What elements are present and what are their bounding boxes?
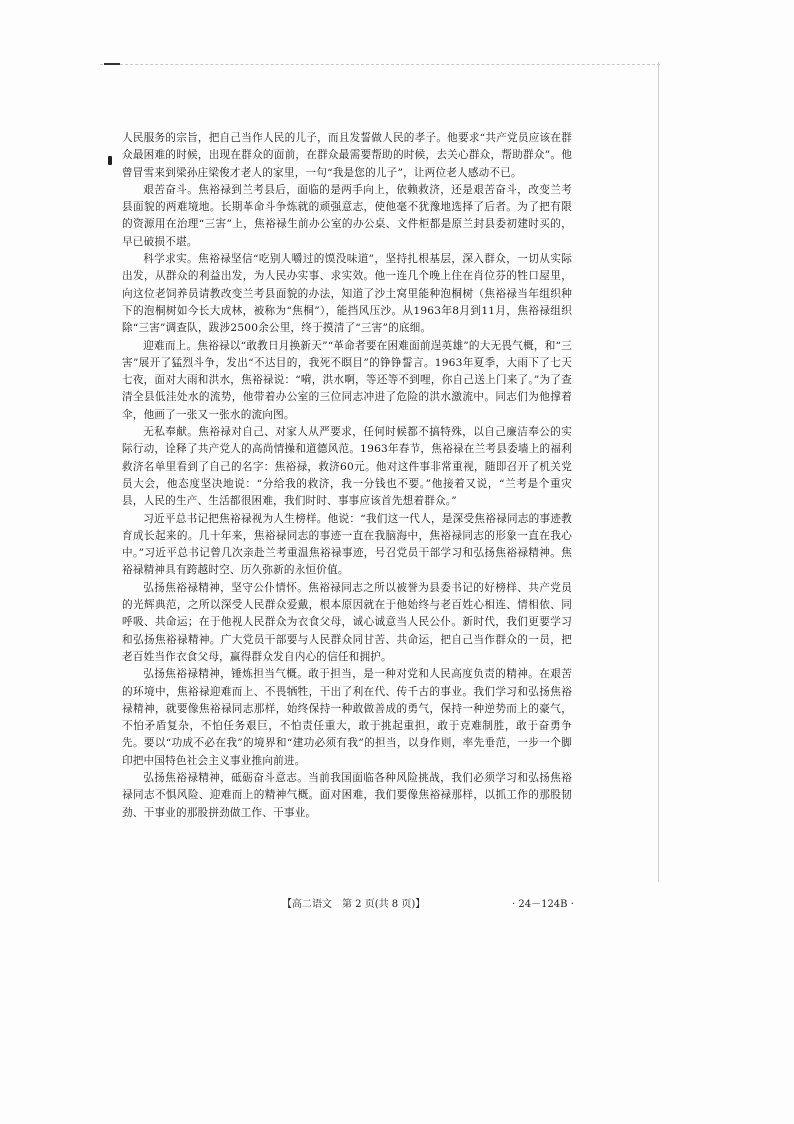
- paragraph: 弘扬焦裕禄精神，坚守公仆情怀。焦裕禄同志之所以被誉为县委书记的好榜样、共产党员的光辉典范，之所以深受人民群众爱戴，根本原因就在于他始终与老百姓心相连、情相依、同呼吸、共命运；在于他视人民群众为衣食父母，诚心诚意当人民公仆。新时代，我们更要学习和弘扬焦裕禄精神。广大党员干部要与人民群众同甘苦、共命运，把自己当作群众的一员，把老百姓当作衣食父母，赢得群众发自内心的信任和拥护。: [122, 581, 572, 663]
- paragraph: 弘扬焦裕禄精神，锤炼担当气概。敢于担当，是一种对党和人民高度负责的精神。在艰苦的环境中，焦裕禄迎难而上、不畏牺牲，干出了利在代、传千古的事业。我们学习和弘扬焦裕禄精神，就要像焦裕禄同志那样，始终保持一种敢做善成的勇气，保持一种逆势而上的豪气，不怕矛盾复杂，不怕任务艰巨，不怕责任重大，敢于挑起重担，敢于克难制胜，敢于奋勇争先。要以“功成不必在我”的境界和“建功必须有我”的担当，以身作则，率先垂范，一步一个脚印把中国特色社会主义事业推向前进。: [122, 668, 572, 767]
- paragraph: 艰苦奋斗。焦裕禄到兰考县后，面临的是两手向上，依赖救济，还是艰苦奋斗，改变兰考县面貌的两难境地。长期革命斗争炼就的顽强意志，使他毫不犹豫地选择了后者。为了把有限的资源用在治理“三害”上，焦裕禄生前办公室的办公桌、文件柜都是原兰封县委初建时买的，早已破损不堪。: [122, 183, 572, 248]
- paragraph: 弘扬焦裕禄精神，砥砺奋斗意志。当前我国面临各种风险挑战，我们必须学习和弘扬焦裕禄同志不惧风险、迎难而上的精神气概。面对困难，我们要像焦裕禄那样，以抓工作的那股韧劲、干事业的那股拼劲做工作、干事业。: [122, 771, 572, 819]
- scan-right-edge: [658, 62, 659, 882]
- paragraph: 习近平总书记把焦裕禄视为人生榜样。他说：“我们这一代人，是深受焦裕禄同志的事迹教育成长起来的。几十年来，焦裕禄同志的事迹一直在我脑海中，焦裕禄同志的形象一直在我心中。”习近平总书记曾几次亲赴兰考重温焦裕禄事迹，号召党员干部学习和弘扬焦裕禄精神。焦裕禄精神具有跨越时空、历久弥新的永恒价值。: [122, 512, 572, 577]
- margin-mark-icon: [108, 156, 112, 165]
- paragraph: 人民服务的宗旨，把自己当作人民的儿子，而且发誓做人民的孝子。他要求“共产党员应该在群众最困难的时候，出现在群众的面前，在群众最需要帮助的时候，去关心群众，帮助群众”。他曾冒雪来到梁孙庄梁俊才老人的家里，一句“我是您的儿子”，让两位老人感动不已。: [122, 132, 572, 179]
- page-footer-code: · 24－124B ·: [512, 899, 574, 910]
- paragraph: 无私奉献。焦裕禄对自己、对家人从严要求，任何时候都不搞特殊，以自己廉洁奉公的实际行动，诠释了共产党人的高尚情操和道德风范。1963年春节，焦裕禄在兰考县委墙上的福利救济名单里看到了自己的名字：焦裕禄，救济60元。他对这件事非常重视，随即召开了机关党员大会，他态度坚决地说：“分给我的救济，我一分钱也不要。”他接着又说，“兰考是个重灾县，人民的生产、生活都很困难，我们时时、事事应该首先想着群众。”: [122, 426, 572, 508]
- scan-dash-mark: [104, 63, 120, 65]
- scan-top-edge: [100, 64, 660, 65]
- paragraph: 迎难而上。焦裕禄以“敢教日月换新天”“革命者要在困难面前逞英雄”的大无畏气概，和“三害”展开了猛烈斗争，发出“不达目的，我死不瞑目”的铮铮誓言。1963年夏季，大雨下了七天七夜，面对大雨和洪水，焦裕禄说：“嗬，洪水啊，等还等不到哩，你自己送上门来了。”为了查清全县低洼处水的流势，他带着办公室的三位同志冲进了危险的洪水激流中。同志们为他撑着伞，他画了一张又一张水的流向图。: [122, 339, 572, 421]
- page-footer-title: 【高二语文 第 2 页(共 8 页)】: [282, 899, 426, 910]
- article-body: [122, 130, 572, 822]
- paragraph: 科学求实。焦裕禄坚信“吃别人嚼过的馍没味道”，坚持扎根基层，深入群众，一切从实际出发，从群众的利益出发，为人民办实事、求实效。他一连几个晚上住在肖位芬的牲口屋里，向这位老饲养员请教改变兰考县面貌的办法，知道了沙土窝里能种泡桐树（焦裕禄当年组织种下的泡桐树如今长大成林，被称为“焦桐”），能挡风压沙。从1963年8月到11月，焦裕禄组织除“三害”调查队，跋涉2500余公里，终于摸清了“三害”的底细。: [122, 253, 572, 335]
